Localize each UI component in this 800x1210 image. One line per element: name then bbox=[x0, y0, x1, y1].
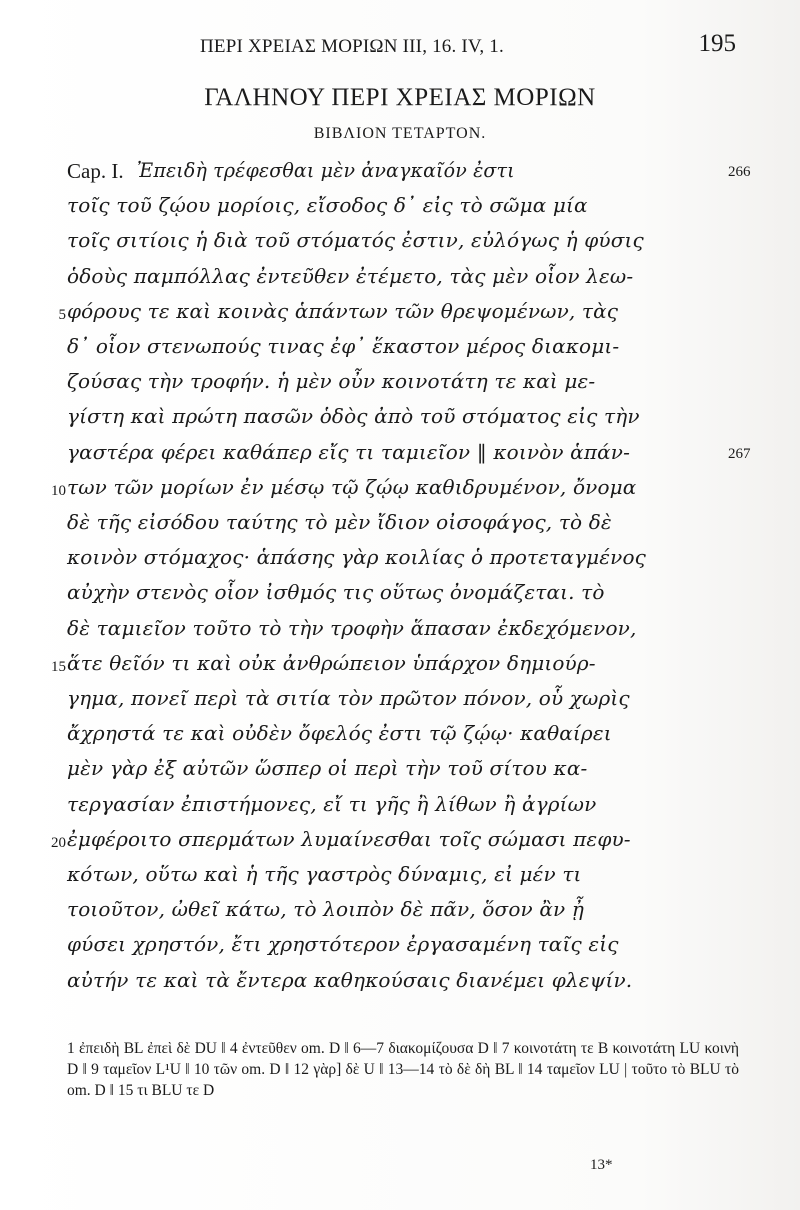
text-line bbox=[0, 612, 800, 648]
line-text: των τῶν μορίων ἐν μέσῳ τῷ ζῴῳ καθιδρυμένον, ὄνομα bbox=[67, 474, 637, 499]
text-line bbox=[0, 788, 800, 824]
line-text: τοῖς τοῦ ζῴου μορίοις, εἴσοδος δ᾽ εἰς τὸ σῶμα μία bbox=[67, 193, 588, 218]
page-number: 195 bbox=[698, 30, 736, 57]
line-text: δὲ ταμιεῖον τοῦτο τὸ τὴν τροφὴν ἅπασαν ἐκδεχόμενον, bbox=[67, 615, 637, 640]
line-text: μὲν γὰρ ἐξ αὐτῶν ὥσπερ οἱ περὶ τὴν τοῦ σίτου κα- bbox=[67, 756, 588, 781]
text-line bbox=[0, 400, 800, 436]
line-number: 20 bbox=[51, 834, 66, 851]
line-text: ὁδοὺς παμπόλλας ἐντεῦθεν ἐτέμετο, τὰς μὲν οἷον λεω- bbox=[67, 263, 634, 288]
line-number: 5 bbox=[58, 306, 66, 323]
line-text: τοιοῦτον, ὠθεῖ κάτω, τὸ λοιπὸν δὲ πᾶν, ὅσον ἂν ᾖ bbox=[67, 897, 584, 922]
text-line bbox=[0, 647, 800, 683]
book-subtitle: ΒΙΒΛΙΟΝ ΤΕΤΑΡΤΟΝ. bbox=[313, 125, 487, 142]
text-line bbox=[0, 576, 800, 612]
line-text: αὐχὴν στενὸς οἷον ἰσθμός τις οὕτως ὀνομάζεται. τὸ bbox=[67, 580, 605, 605]
line-text: ἄχρηστά τε καὶ οὐδὲν ὄφελός ἐστι τῷ ζῴῳ· καθαίρει bbox=[67, 721, 612, 746]
chapter-label: Cap. I. bbox=[67, 159, 124, 183]
text-line bbox=[0, 928, 800, 964]
line-text: γαστέρα φέρει καθάπερ εἴς τι ταμιεῖον ‖ κοινὸν ἁπάν- bbox=[67, 439, 630, 464]
text-line bbox=[0, 365, 800, 401]
line-text: δὲ τῆς εἰσόδου ταύτης τὸ μὲν ἴδιον οἰσοφάγος, τὸ δὲ bbox=[67, 510, 612, 534]
text-line bbox=[0, 964, 800, 1000]
line-text: κότων, οὕτω καὶ ἡ τῆς γαστρὸς δύναμις, εἰ μέν τι bbox=[67, 862, 582, 886]
running-title: ΠΕΡΙ ΧΡΕΙΑΣ ΜΟΡΙΩΝ III, 16. IV, 1. bbox=[200, 36, 504, 57]
text-line bbox=[0, 224, 800, 260]
line-text: φόρους τε καὶ κοινὰς ἁπάντων τῶν θρεψομένων, τὰς bbox=[67, 298, 619, 323]
margin-page-ref: 267 bbox=[728, 445, 751, 462]
text-line bbox=[0, 436, 800, 472]
line-number: 10 bbox=[51, 482, 66, 499]
line-text: ἅτε θεῖόν τι καὶ οὐκ ἀνθρώπειον ὑπάρχον δημιούρ- bbox=[67, 650, 596, 675]
sheet-signature: 13* bbox=[590, 1157, 613, 1173]
text-line bbox=[0, 154, 800, 190]
line-text: τεργασίαν ἐπιστήμονες, εἴ τι γῆς ἢ λίθων ἢ ἀγρίων bbox=[67, 791, 597, 816]
line-text: γίστη καὶ πρώτη πασῶν ὁδὸς ἀπὸ τοῦ στόματος εἰς τὴν bbox=[67, 404, 640, 429]
line-text: Ἐπειδὴ τρέφεσθαι μὲν ἀναγκαῖόν ἐστι bbox=[137, 158, 515, 182]
line-text: αὐτήν τε καὶ τὰ ἔντερα καθηκούσαις διανέμει φλεψίν. bbox=[67, 967, 633, 992]
running-head bbox=[200, 30, 740, 70]
line-number: 15 bbox=[51, 658, 66, 675]
work-title: ΓΑΛΗΝΟΥ ΠΕΡΙ ΧΡΕΙΑΣ ΜΟΡΙΩΝ bbox=[204, 84, 596, 111]
text-line bbox=[0, 717, 800, 753]
critical-apparatus: 1 ἐπειδὴ BL ἐπεὶ δὲ DU ‖ 4 ἐντεῦθεν om. D ‖ 6—7 διακομίζουσα D ‖ 7 κοινοτάτη τε B κοινοτάτη LU κοινὴ D ‖ 9 ταμεῖον L¹U ‖ 10 τῶν om. D ‖ 12 γὰρ] δὲ U ‖ 13—14 τὸ δὲ δὴ BL ‖ 14 ταμεῖον LU | τοῦτο τὸ BLU τὸ om. D ‖ 15 τι BLU τε D bbox=[67, 1040, 739, 1099]
line-text: γημα, πονεῖ περὶ τὰ σιτία τὸν πρῶτον πόνον, οὗ χωρὶς bbox=[67, 686, 630, 710]
line-text: φύσει χρηστόν, ἔτι χρηστότερον ἐργασαμένη ταῖς εἰς bbox=[67, 932, 619, 957]
text-line bbox=[0, 823, 800, 859]
line-text: ζούσας τὴν τροφήν. ἡ μὲν οὖν κοινοτάτη τε καὶ με- bbox=[67, 369, 596, 394]
text-line bbox=[0, 858, 800, 894]
text-line bbox=[0, 541, 800, 577]
text-line bbox=[0, 260, 800, 296]
text-line bbox=[0, 893, 800, 929]
text-line bbox=[0, 189, 800, 225]
line-text: τοῖς σιτίοις ἡ διὰ τοῦ στόματός ἐστιν, εὐλόγως ἡ φύσις bbox=[67, 228, 644, 253]
margin-page-ref: 266 bbox=[728, 164, 751, 180]
text-line bbox=[0, 752, 800, 788]
text-line bbox=[0, 295, 800, 331]
text-line bbox=[0, 330, 800, 366]
text-line bbox=[0, 682, 800, 718]
line-text: δ᾽ οἷον στενωπούς τινας ἐφ᾽ ἕκαστον μέρος διακομι- bbox=[67, 334, 620, 358]
line-text: κοινὸν στόμαχος· ἁπάσης γὰρ κοιλίας ὁ προτεταγμένος bbox=[67, 545, 646, 570]
text-line bbox=[0, 471, 800, 507]
text-line bbox=[0, 506, 800, 542]
line-text: ἐμφέροιτο σπερμάτων λυμαίνεσθαι τοῖς σώμασι πεφυ- bbox=[67, 826, 631, 851]
